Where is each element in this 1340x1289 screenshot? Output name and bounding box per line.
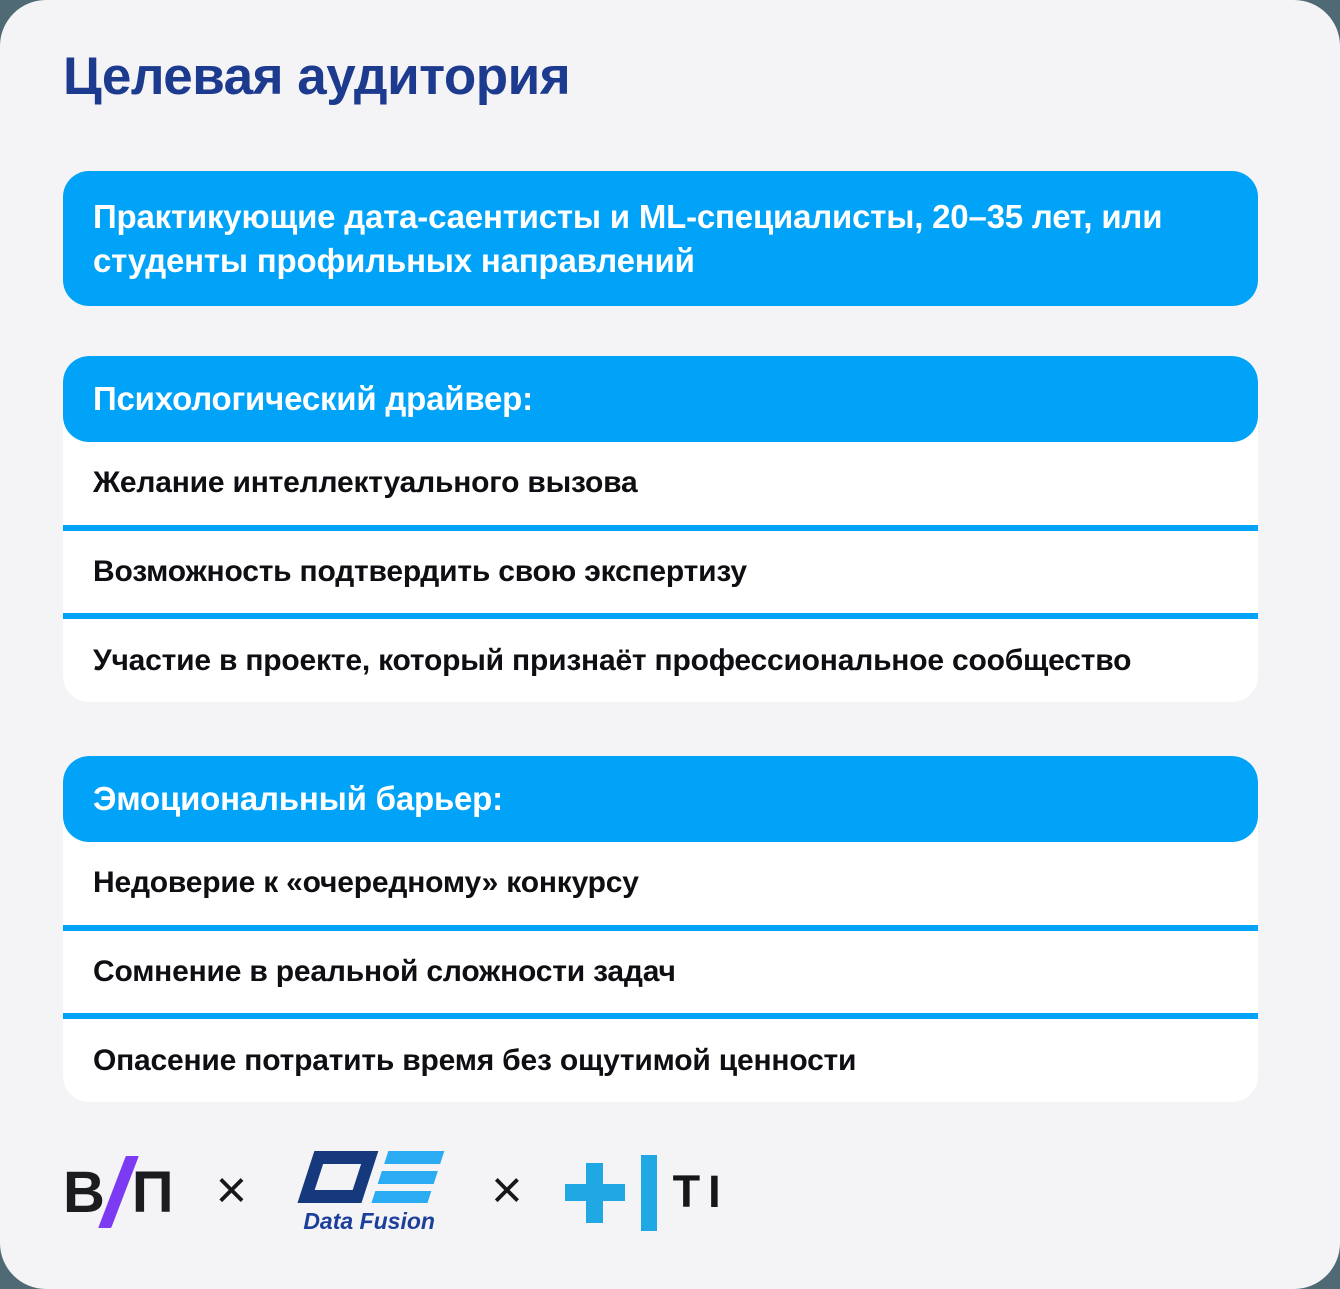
audience-banner bbox=[63, 171, 1258, 306]
list-item bbox=[63, 931, 1258, 1014]
barrier-card-header bbox=[63, 756, 1258, 842]
driver-card-header bbox=[63, 356, 1258, 442]
list-item bbox=[63, 442, 1258, 525]
list-item bbox=[63, 1019, 1258, 1102]
audience-banner-text: Практикующие дата-саентисты и ML-специалисты, 20–35 лет, или студенты профильных направлений bbox=[93, 197, 1163, 279]
multiply-icon: × bbox=[215, 1160, 248, 1220]
vp-logo bbox=[63, 1156, 174, 1228]
list-item-text: Опасение потратить время без ощутимой ценности bbox=[93, 1043, 857, 1077]
list-item-text: Желание интеллектуального вызова bbox=[93, 466, 638, 500]
list-item bbox=[63, 531, 1258, 614]
list-item bbox=[63, 842, 1258, 925]
driver-card-body bbox=[63, 442, 1258, 702]
data-fusion-icon bbox=[289, 1149, 449, 1207]
plus-bar-icon bbox=[565, 1153, 661, 1231]
data-fusion-caption: Data Fusion bbox=[303, 1208, 435, 1234]
barrier-card bbox=[63, 756, 1258, 1102]
vp-logo-left-letter: В bbox=[63, 1159, 105, 1225]
data-fusion-logo bbox=[289, 1149, 449, 1235]
barrier-card-title: Эмоциональный барьер: bbox=[93, 780, 503, 817]
list-item-text: Недоверие к «очередному» конкурсу bbox=[93, 866, 639, 900]
driver-card bbox=[63, 356, 1258, 702]
ti-logo bbox=[565, 1153, 729, 1231]
list-item-text: Сомнение в реальной сложности задач bbox=[93, 955, 676, 988]
vp-logo-right-letter: П bbox=[131, 1159, 174, 1225]
ti-logo-text: TI bbox=[672, 1166, 729, 1217]
multiply-icon: × bbox=[491, 1160, 523, 1220]
list-item-text: Участие в проекте, который признаёт профессиональное сообщество bbox=[93, 643, 1132, 677]
driver-card-title: Психологический драйвер: bbox=[93, 380, 533, 417]
partner-logos-footer bbox=[63, 1142, 1258, 1242]
page-title: Целевая аудитория bbox=[63, 47, 571, 106]
list-item-text: Возможность подтвердить свою экспертизу bbox=[93, 555, 747, 588]
list-item bbox=[63, 619, 1258, 702]
barrier-card-body bbox=[63, 842, 1258, 1102]
